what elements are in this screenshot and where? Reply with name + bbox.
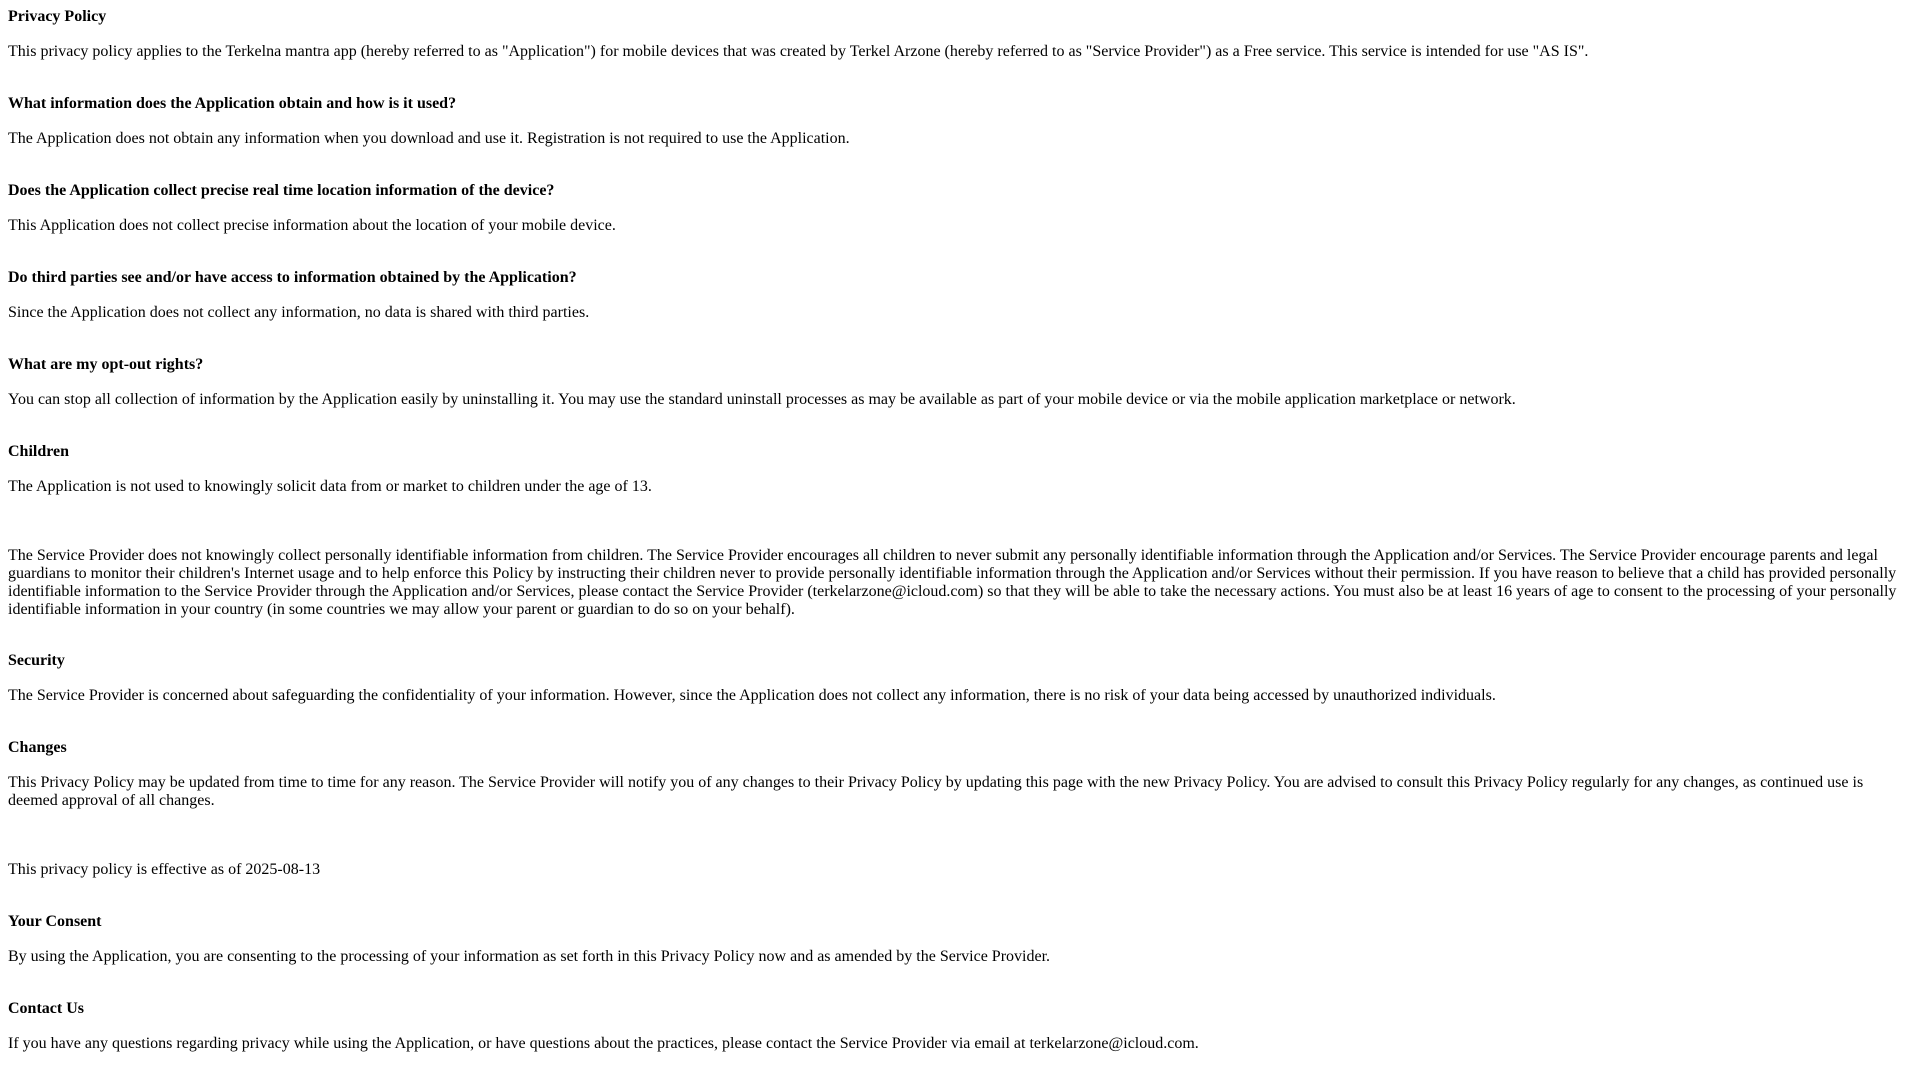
info-paragraph: The Application does not obtain any information when you download and use it. Registration is not required to use the Application.: [8, 130, 850, 147]
children-heading: Children: [8, 443, 70, 460]
security-heading: Security: [8, 652, 65, 669]
intro-paragraph: This privacy policy applies to the Terkelna mantra app (hereby referred to as "Application") for mobile devices that was created by Terkel Arzone (hereby referred to as "Service Provider") as a Free service. This service is intended for use "AS IS".: [8, 43, 1589, 60]
consent-heading: Your Consent: [8, 913, 102, 930]
location-heading: Does the Application collect precise real time location information of the device?: [8, 182, 555, 199]
security-paragraph: The Service Provider is concerned about safeguarding the confidentiality of your information. However, since the Application does not collect any information, there is no risk of your data being accessed by unauthorized individuals.: [8, 687, 1496, 704]
third-parties-paragraph: Since the Application does not collect any information, no data is shared with third parties.: [8, 304, 590, 321]
page-title: Privacy Policy: [8, 8, 107, 25]
opt-out-heading: What are my opt-out rights?: [8, 356, 204, 373]
location-paragraph: This Application does not collect precise information about the location of your mobile device.: [8, 217, 616, 234]
changes-heading: Changes: [8, 739, 67, 756]
contact-heading: Contact Us: [8, 1000, 84, 1017]
children-paragraph-2: The Service Provider does not knowingly collect personally identifiable information from children. The Service Provider encourages all children to never submit any personally identifiable information through the Application and/or Services. The Service Provider encourage parents and legal guardians to monitor their children's Internet usage and to help enforce this Policy by instructing their children never to provide personally identifiable information through the Application and/or Services without their permission. If you have reason to believe that a child has provided personally identifiable information to the Service Provider through the Application and/or Services, please contact the Service Provider (terkelarzone@icloud.com) so that they will be able to take the necessary actions. You must also be at least 16 years of age to consent to the processing of your personally identifiable information in your country (in some countries we may allow your parent or guardian to do so on your behalf).: [8, 547, 1897, 618]
changes-paragraph: This Privacy Policy may be updated from time to time for any reason. The Service Provider will notify you of any changes to their Privacy Policy by updating this page with the new Privacy Policy. You are advised to consult this Privacy Policy regularly for any changes, as continued use is deemed approval of all changes.: [8, 774, 1864, 809]
contact-paragraph: If you have any questions regarding privacy while using the Application, or have questions about the practices, please contact the Service Provider via email at terkelarzone@icloud.com.: [8, 1035, 1199, 1052]
third-parties-heading: Do third parties see and/or have access to information obtained by the Application?: [8, 269, 577, 286]
info-heading: What information does the Application obtain and how is it used?: [8, 95, 457, 112]
opt-out-paragraph: You can stop all collection of information by the Application easily by uninstalling it. You may use the standard uninstall processes as may be available as part of your mobile device or via the mobile application marketplace or network.: [8, 391, 1516, 408]
effective-date-paragraph: This privacy policy is effective as of 2025-08-13: [8, 861, 321, 878]
children-paragraph-1: The Application is not used to knowingly solicit data from or market to children under the age of 13.: [8, 478, 652, 495]
consent-paragraph: By using the Application, you are consenting to the processing of your information as set forth in this Privacy Policy now and as amended by the Service Provider.: [8, 948, 1051, 965]
